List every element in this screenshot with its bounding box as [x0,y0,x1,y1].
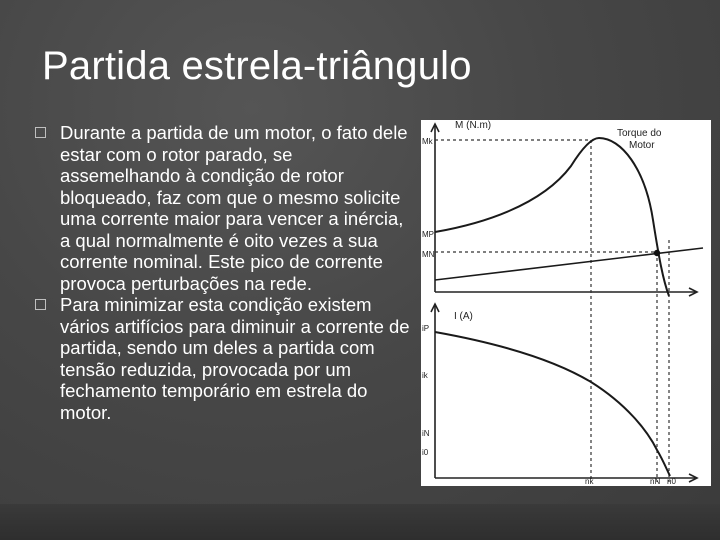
y-label-i0: i0 [422,448,429,457]
torque-curve-label-1: Torque do [617,128,662,139]
torque-current-figure [421,120,711,486]
y-label-in: iN [422,429,430,438]
top-axis-label: M (N.m) [455,120,492,131]
bullet-text-1: Durante a partida de um motor, o fato dele estar com o rotor parado, se assemelhando à condição de rotor bloqueado, faz com que o mesmo solicite uma corrente maior para vencer a inércia, a qual normalmente é oito vezes a sua corrente nominal. Este pico de corrente provoca perturbações na rede. [60,122,408,294]
operating-point [654,250,660,256]
bullet-item-1 [30,122,415,294]
checkbox-square-icon [35,127,46,138]
bullet-list [30,122,415,423]
current-curve [435,332,670,476]
bullet-text-2: Para minimizar esta condição existem vários artifícios para diminuir a corrente de partida, sendo um deles a partida com tensão reduzida, provocada por um fechamento temporário em estrela do motor. [60,294,410,423]
x-label-nn: nN [650,477,661,486]
y-label-mp: MP [422,230,434,239]
slide-title: Partida estrela-triângulo [42,44,472,88]
y-label-mk: Mk [422,137,433,146]
x-label-nk: nk [585,477,594,486]
torque-curve [435,138,669,296]
y-label-ik: ik [422,371,428,380]
torque-curve-label-2: Motor [629,140,655,151]
bottom-axis-label: I (A) [454,311,473,322]
y-label-ip: iP [422,324,430,333]
x-label-n0: n0 [667,477,676,486]
bottom-band [0,504,720,540]
checkbox-square-icon [35,299,46,310]
y-label-mn: MN [422,250,435,259]
torque-current-diagram [421,120,711,486]
bullet-item-2 [30,294,415,423]
